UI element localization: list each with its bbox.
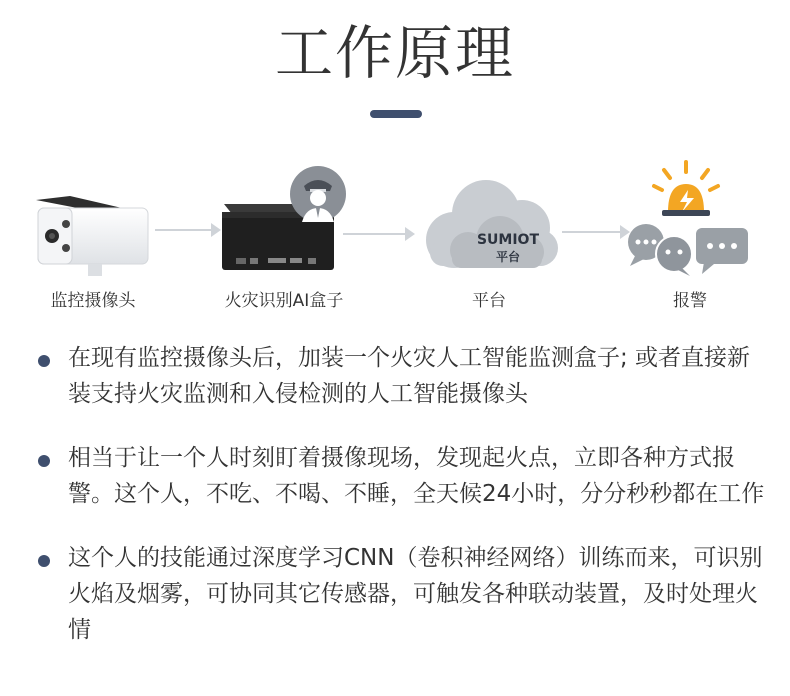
bullet-text: 这个人的技能通过深度学习CNN（卷积神经网络）训练而来，可识别火焰及烟雾，可协同其它传感器，可触发各种联动装置，及时处理火情 — [68, 545, 763, 643]
workflow-diagram — [0, 150, 790, 320]
platform-label: 平台 — [472, 291, 506, 311]
bullet-item — [36, 540, 766, 648]
cloud-sub: 平台 — [495, 250, 520, 264]
title-underline — [370, 110, 422, 118]
bullet-item — [36, 340, 766, 412]
bullet-list — [36, 340, 766, 676]
bullet-dot — [38, 355, 50, 367]
chat-bubble-right-icon — [696, 228, 748, 274]
arrow-2 — [343, 233, 407, 235]
page-title: 工作原理 — [274, 19, 515, 87]
ai-box-icon — [214, 164, 354, 280]
camera-node — [28, 190, 158, 311]
chat-bubble-mid-icon — [656, 236, 692, 276]
bullet-item — [36, 440, 766, 512]
bullet-dot — [38, 455, 50, 467]
ai-box-label: 火灾识别AI盒子 — [224, 291, 344, 311]
arrow-1 — [155, 229, 213, 231]
bullet-dot — [38, 555, 50, 567]
bullet-text: 在现有监控摄像头后，加装一个火灾人工智能监测盒子; 或者直接新装支持火灾监测和入侵检测的人工智能摄像头 — [68, 345, 751, 407]
arrow-3 — [562, 231, 622, 233]
alarm-node — [624, 158, 756, 311]
alarm-label: 报警 — [673, 291, 707, 311]
ai-box-node — [214, 164, 354, 311]
cloud-brand: SUMIOT — [476, 232, 540, 248]
bullet-text: 相当于让一个人时刻盯着摄像现场，发现起火点，立即各种方式报警。这个人，不吃、不喝、不睡，全天候24小时，分分秒秒都在工作 — [68, 445, 765, 507]
camera-label: 监控摄像头 — [50, 291, 136, 311]
camera-icon — [28, 190, 158, 280]
alarm-icon — [624, 158, 756, 280]
platform-node — [414, 170, 564, 311]
